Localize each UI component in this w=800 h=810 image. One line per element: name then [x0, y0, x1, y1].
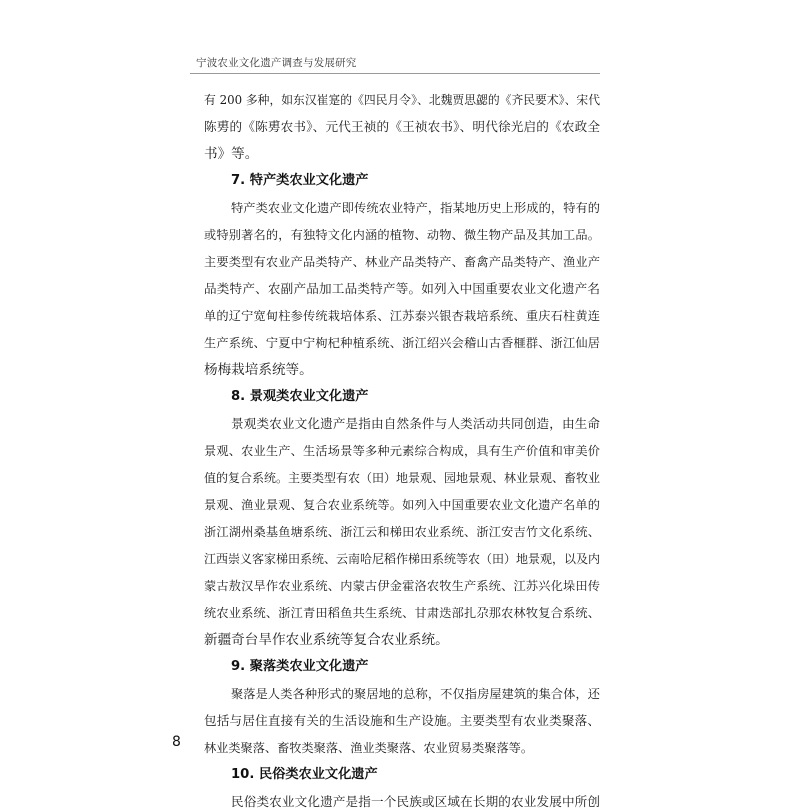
header-rule	[190, 73, 600, 74]
text-line: 值的复合系统。主要类型有农（田）地景观、园地景观、林业景观、畜牧业	[204, 471, 601, 485]
text-line: 江西崇义客家梯田系统、云南哈尼稻作梯田系统等农（田）地景观，以及内	[204, 552, 601, 566]
text-line: 杨梅栽培系统等。	[204, 362, 313, 378]
section-heading-10: 10. 民俗类农业文化遗产	[231, 767, 378, 782]
section-heading-9: 9. 聚落类农业文化遗产	[231, 659, 369, 674]
text-line: 林业类聚落、畜牧类聚落、渔业类聚落、农业贸易类聚落等。	[204, 741, 534, 755]
running-header: 宁波农业文化遗产调查与发展研究	[196, 57, 357, 69]
text-line: 特产类农业文化遗产即传统农业特产，指某地历史上形成的，特有的	[231, 201, 600, 215]
page-number: 8	[172, 734, 181, 750]
text-line: 陈旉的《陈旉农书》、元代王祯的《王祯农书》、明代徐光启的《农政全	[204, 119, 600, 134]
text-line: 景观类农业文化遗产是指由自然条件与人类活动共同创造，由生命	[231, 416, 600, 431]
text-line: 统农业系统、浙江青田稻鱼共生系统、甘肃迭部扎尕那农林牧复合系统、	[204, 606, 600, 620]
section-heading-7: 7. 特产类农业文化遗产	[231, 173, 369, 188]
text-line: 新疆奇台旱作农业系统等复合农业系统。	[204, 632, 449, 648]
text-line: 品类特产、农副产品加工品类特产等。如列入中国重要农业文化遗产名	[204, 281, 600, 296]
text-line: 浙江湖州桑基鱼塘系统、浙江云和梯田农业系统、浙江安吉竹文化系统、	[204, 525, 600, 539]
text-line: 景观、渔业景观、复合农业系统等。如列入中国重要农业文化遗产名单的	[204, 498, 600, 512]
text-line: 聚落是人类各种形式的聚居地的总称，不仅指房屋建筑的集合体，还	[231, 687, 600, 701]
text-line: 生产系统、宁夏中宁枸杞种植系统、浙江绍兴会稽山古香榧群、浙江仙居	[204, 336, 600, 350]
text-line: 主要类型有农业产品类特产、林业产品类特产、畜禽产品类特产、渔业产	[204, 255, 600, 269]
text-line: 有 200 多种，如东汉崔寔的《四民月令》、北魏贾思勰的《齐民要术》、宋代	[204, 93, 600, 107]
text-line: 蒙古敖汉旱作农业系统、内蒙古伊金霍洛农牧生产系统、江苏兴化垛田传	[204, 579, 600, 593]
text-line: 单的辽宁宽甸柱参传统栽培体系、江苏泰兴银杏栽培系统、重庆石柱黄连	[204, 309, 600, 323]
text-line: 包括与居住直接有关的生活设施和生产设施。主要类型有农业类聚落、	[204, 713, 600, 728]
text-line: 民俗类农业文化遗产是指一个民族或区域在长期的农业发展中所创	[231, 794, 600, 809]
section-heading-8: 8. 景观类农业文化遗产	[231, 389, 369, 404]
text-line: 景观、农业生产、生活场景等多种元素综合构成，具有生产价值和审美价	[204, 444, 600, 458]
text-line: 或特别著名的，有独特文化内涵的植物、动物、微生物产品及其加工品。	[204, 228, 600, 242]
text-line: 书》等。	[204, 146, 259, 162]
